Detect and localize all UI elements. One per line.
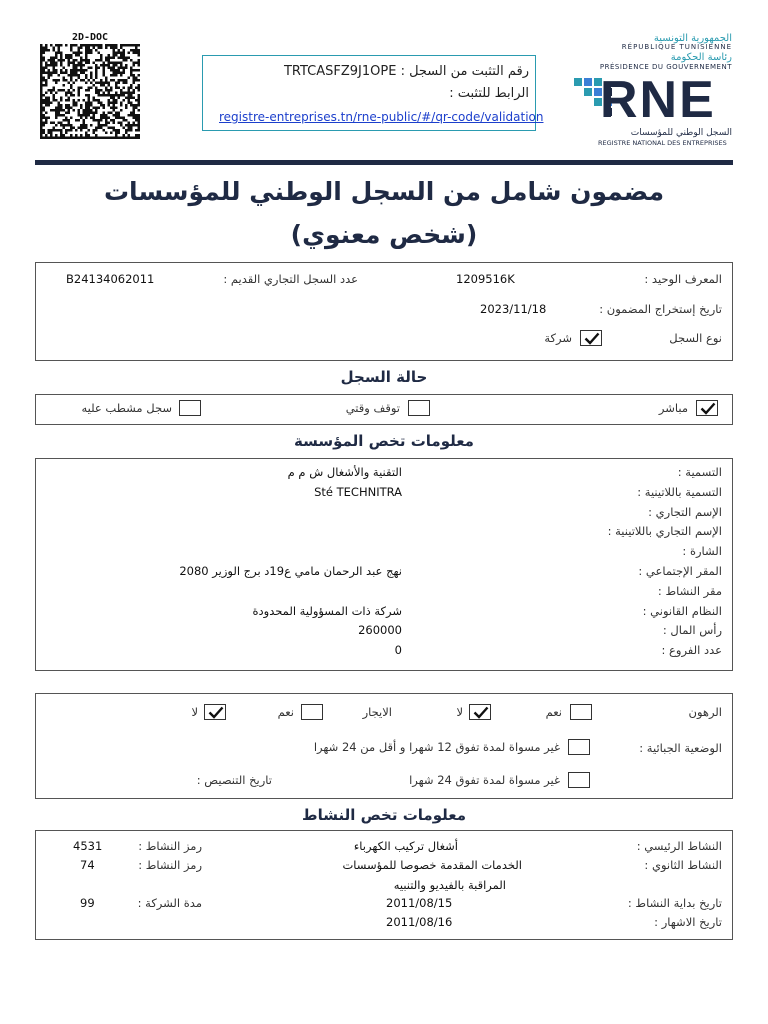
company-field-label: مقر النشاط : <box>657 583 722 598</box>
status-section-title: حالة السجل <box>340 368 428 386</box>
status-suspended-checkbox[interactable] <box>408 400 430 416</box>
qr-code-label: 2D-DOC <box>71 32 109 43</box>
main-code-label: رمز النشاط : <box>138 839 202 853</box>
rne-logo-fr: REGISTRE NATIONAL DES ENTREPRISES <box>598 139 727 147</box>
company-field-label: رأس المال : <box>662 623 722 638</box>
presidency-ar-text: رئاسة الحكومة <box>670 52 732 63</box>
verify-code-label: رقم التثبت من السجل : <box>400 64 529 79</box>
lease-no-checkbox[interactable] <box>204 704 226 720</box>
pledges-no-label: لا <box>456 705 463 719</box>
check-mark-icon <box>473 706 489 719</box>
secondary-activity-label: النشاط الثانوي : <box>644 858 722 872</box>
status-suspended-label: توقف وقتي <box>345 401 400 415</box>
publication-date-label: تاريخ الاشهار : <box>654 915 722 929</box>
old-rc-value: B24134062011 <box>66 272 155 286</box>
company-field-value: شركة ذات المسؤولية المحدودة <box>252 603 402 618</box>
start-date-value: 2011/08/15 <box>386 896 453 910</box>
company-field-label: المقر الإجتماعي : <box>638 564 722 578</box>
tax-option1-label: غير مسواة لمدة تفوق 12 شهرا و أقل من 24 شهرا <box>313 740 560 754</box>
company-field-value: 0 <box>394 643 402 658</box>
page-title: مضمون شامل من السجل الوطني للمؤسسات <box>103 177 665 206</box>
verify-code-row <box>284 64 529 79</box>
pledges-yes-checkbox[interactable] <box>570 704 592 720</box>
register-type-checkbox[interactable] <box>580 330 602 346</box>
pledges-yes-label: نعم <box>545 705 562 719</box>
register-type-label: نوع السجل <box>669 331 722 345</box>
declaration-date-label: تاريخ التنصيص : <box>196 773 272 787</box>
company-field-label: الإسم التجاري : <box>648 504 722 519</box>
company-field-value: نهج عبد الرحمان مامي ع19د برج الوزير 2080 <box>179 564 402 578</box>
lease-yes-checkbox[interactable] <box>301 704 323 720</box>
gov-ar-text: الجمهورية التونسية <box>653 33 732 44</box>
verify-link-label: الرابط للتثبت : <box>449 86 529 101</box>
tax-option2-checkbox[interactable] <box>568 772 590 788</box>
company-field-label: الإسم التجاري باللاتينية : <box>607 524 722 539</box>
activity-section-title: معلومات تخص النشاط <box>302 806 466 824</box>
secondary-activity-value-2: المراقبة بالفيديو والتنبيه <box>393 878 506 892</box>
presidency-fr-text: PRÉSIDENCE DU GOUVERNEMENT <box>599 63 732 71</box>
unique-id-label: المعرف الوحيد : <box>644 272 722 286</box>
tax-option1-checkbox[interactable] <box>568 739 590 755</box>
lease-label: الايجار <box>362 705 392 719</box>
old-rc-label: عدد السجل التجاري القديم : <box>223 272 358 286</box>
duration-value: 99 <box>80 896 95 910</box>
check-mark-icon <box>208 706 224 719</box>
start-date-label: تاريخ بداية النشاط : <box>627 896 722 910</box>
status-struck-off-label: سجل مشطب عليه <box>81 401 172 415</box>
duration-label: مدة الشركة : <box>137 896 202 910</box>
main-activity-value: أشغال تركيب الكهرباء <box>353 839 458 853</box>
rne-logo-ar: السجل الوطني للمؤسسات <box>630 128 732 138</box>
lease-yes-label: نعم <box>277 705 294 719</box>
company-field-value: 260000 <box>358 623 402 638</box>
status-active-label: مباشر <box>658 401 688 415</box>
company-field-label: عدد الفروع : <box>661 643 722 658</box>
verification-box <box>202 55 544 131</box>
gov-fr-text: RÉPUBLIQUE TUNISIENNE <box>621 43 732 51</box>
unique-id-value: 1209516K <box>456 272 515 286</box>
secondary-activity-value-1: الخدمات المقدمة خصوصا للمؤسسات <box>342 858 522 872</box>
company-field-label: التسمية : <box>677 465 722 479</box>
status-active-checkbox[interactable] <box>696 400 718 416</box>
extract-date-value: 2023/11/18 <box>480 302 547 316</box>
register-type-option: شركة <box>544 331 572 345</box>
page-subtitle: (شخص معنوي) <box>290 220 478 249</box>
pledges-no-checkbox[interactable] <box>469 704 491 720</box>
company-field-label: الشارة : <box>682 544 722 559</box>
main-code-value: 4531 <box>73 839 103 853</box>
qr-code-block <box>38 32 142 140</box>
check-mark-icon <box>584 332 600 345</box>
lease-no-label: لا <box>191 705 198 719</box>
check-mark-icon <box>700 402 716 415</box>
company-field-label: التسمية باللاتينية : <box>637 484 722 499</box>
company-field-value: التقنية والأشغال ش م م <box>287 465 402 479</box>
extract-date-label: تاريخ إستخراج المضمون : <box>599 302 722 316</box>
verify-code: TRTCASFZ9J1OPE <box>283 64 397 79</box>
tax-option2-label: غير مسواة لمدة تفوق 24 شهرا <box>409 773 560 787</box>
tax-status-label: الوضعية الجبائية : <box>639 741 722 755</box>
company-field-value: Sté TECHNITRA <box>314 484 402 499</box>
rne-logo <box>574 71 734 148</box>
pledges-label: الرهون <box>688 705 722 719</box>
verify-link[interactable]: registre-entreprises.tn/rne-public/#/qr-code/validation <box>219 110 544 124</box>
company-field-label: النظام القانوني : <box>642 603 722 618</box>
publication-date-value: 2011/08/16 <box>386 915 453 929</box>
main-activity-label: النشاط الرئيسي : <box>636 839 722 853</box>
secondary-code-value: 74 <box>80 858 95 872</box>
rne-logo-text: RNE <box>600 71 716 129</box>
qr-code-icon <box>40 44 140 140</box>
secondary-code-label: رمز النشاط : <box>138 858 202 872</box>
status-struck-off-checkbox[interactable] <box>179 400 201 416</box>
header-divider <box>35 160 733 165</box>
company-section-title: معلومات تخص المؤسسة <box>294 432 474 450</box>
